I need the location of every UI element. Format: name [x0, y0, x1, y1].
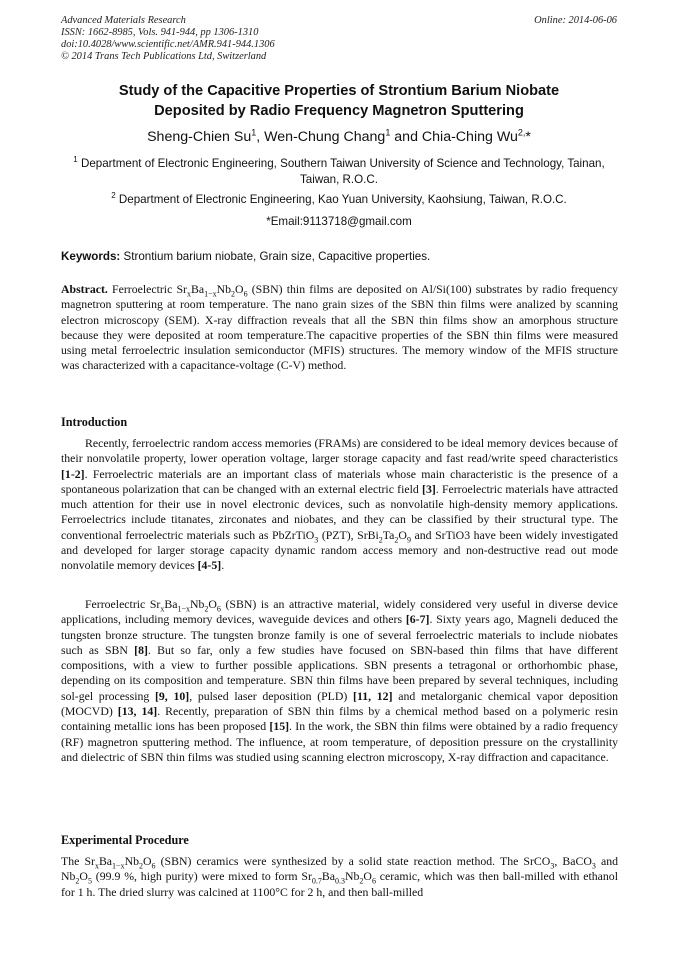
author-1: Sheng-Chien Su: [147, 129, 252, 145]
subscript: 3: [314, 535, 319, 545]
keywords-text: Strontium barium niobate, Grain size, Capacitive properties.: [120, 250, 431, 263]
subscript: 3: [550, 861, 555, 871]
subscript: 6: [216, 604, 221, 614]
body-text: O: [79, 869, 88, 884]
doi-line: doi:10.4028/www.scientific.net/AMR.941-944.1306: [61, 39, 275, 50]
affiliation-1-text: Department of Electronic Engineering, Southern Taiwan University of Science and Technology, Tainan, Taiwan, R.O.C.: [77, 157, 605, 186]
subscript: 6: [243, 289, 248, 299]
journal-name: Advanced Materials Research: [61, 15, 186, 26]
subscript: 0.3: [334, 876, 345, 886]
issn-line: ISSN: 1662-8985, Vols. 941-944, pp 1306-1310: [61, 27, 259, 38]
subscript: 2: [204, 604, 209, 614]
body-text: O: [398, 527, 407, 542]
body-text: . Ferroelectric materials have attracted much attention for their use in novel electronic devices, such as nonvolatile high-density memory applications. Ferroelectrics include titanates, zirconates and niobates, and they can be classified by their structural type. The conventional ferroelectric materials such as PbZrTiO: [61, 481, 618, 542]
author-3: Chia-Ching Wu: [421, 129, 518, 145]
citation: [11, 12]: [353, 688, 393, 703]
subscript: 1−x: [204, 289, 217, 299]
affiliation-1-number: 1: [73, 155, 78, 165]
subscript: 2: [359, 876, 364, 886]
body-text: and SrTiO3 have been widely investigated and developed for larger storage capacity dynamic random access memory and non-destructive read out mode nonvolatile memory devices: [61, 527, 618, 573]
subscript: 9: [406, 535, 411, 545]
body-text: Nb: [189, 597, 205, 611]
citation: [6-7]: [405, 612, 430, 627]
body-text: .: [221, 558, 225, 573]
abstract-text: O: [235, 282, 244, 296]
affiliation-2-text: Department of Electronic Engineering, Kao Yuan University, Kaohsiung, Taiwan, R.O.C.: [115, 193, 567, 206]
author-separator: and: [390, 129, 422, 145]
subscript: x: [94, 861, 99, 871]
subscript: 2: [75, 876, 80, 886]
body-text: and Nb: [61, 854, 618, 884]
body-text: (PZT), SrBi: [318, 527, 379, 542]
body-text: Ba: [321, 869, 335, 884]
title-line-1: Study of the Capacitive Properties of Strontium Barium Niobate: [118, 83, 560, 99]
subscript: 1−x: [177, 604, 190, 614]
experimental-heading: Experimental Procedure: [61, 833, 189, 847]
subscript: 2: [231, 289, 236, 299]
keywords-label: Keywords:: [61, 250, 121, 263]
subscript: 0.7: [311, 876, 322, 886]
abstract-paragraph: [61, 282, 618, 374]
abstract-text: Ba: [190, 282, 205, 296]
abstract-text: (SBN) thin films are deposited on Al/Si(100) substrates by radio frequency magnetron sputtering at room temperature. The nano grain sizes of the SBN thin films were analized by scanning electron microscopy (SEM). X-ray diffraction reveals that all the SBN thin films show an amorphous structure because they were deposited at room temperature.The capacitive properties of the SBN thin films were measured using metal ferroelectric insulation semiconductor (MFIS) structures. The memory window of the MFIS structure was characterized with a capacitance-voltage (C-V) method.: [61, 282, 618, 373]
citation: [4-5]: [197, 558, 222, 573]
corresponding-email: *Email:9113718@gmail.com: [266, 215, 412, 228]
subscript: 2: [394, 535, 399, 545]
citation: [3]: [422, 481, 436, 496]
body-text: (SBN) ceramics were synthesized by a solid state reaction method. The SrCO: [155, 854, 551, 868]
body-text: . Ferroelectric materials are an important class of materials whose main characteristic is the presence of a spontaneous polarization that can be changed with an external electric field: [61, 466, 618, 496]
online-date: Online: 2014-06-06: [534, 15, 617, 26]
keywords: [61, 249, 617, 264]
body-text: The Sr: [61, 854, 95, 868]
author-list: [40, 128, 638, 146]
affiliation-2-number: 2: [111, 191, 116, 201]
author-2-affil: 1: [385, 127, 391, 138]
copyright-line: © 2014 Trans Tech Publications Ltd, Switzerland: [61, 51, 267, 62]
author-2: Wen-Chung Chang: [264, 129, 386, 145]
author-1-affil: 1: [251, 127, 257, 138]
abstract-text: Ferroelectric Sr: [107, 282, 187, 296]
title-line-2: Deposited by Radio Frequency Magnetron Sputtering: [154, 103, 524, 119]
introduction-heading: Introduction: [61, 415, 128, 429]
subscript: x: [186, 289, 191, 299]
subscript: 6: [151, 861, 156, 871]
body-text: Recently, ferroelectric random access memories (FRAMs) are considered to be ideal memory devices because of their nonvolatile property, lower operation voltage, larger storage capacity and fast read/write speed characteristics: [61, 436, 618, 466]
affiliation-2: [60, 192, 618, 208]
abstract-text: Nb: [216, 282, 232, 296]
citation: [9, 10]: [154, 688, 190, 703]
body-text: O: [208, 597, 217, 611]
body-text: (SBN) is an attractive material, widely considered very useful in diverse device applications, including memory devices, waveguide devices and others: [61, 597, 619, 627]
body-text: O: [363, 869, 372, 884]
body-text: ceramic, which was then ball-milled with ethanol for 1 h. The dried slurry was calcined at 1100°C for 2 h, and then ball-milled: [61, 869, 618, 899]
body-text: , pulsed laser deposition (PLD): [189, 688, 354, 703]
citation: [15]: [269, 719, 290, 734]
body-text: Ferroelectric Sr: [85, 597, 161, 611]
subscript: 6: [371, 876, 376, 886]
body-text: . But so far, only a few studies have focused on SBN-based thin films that have different compositions, with a view to further possible applications. SBN presents a tetragonal or orthorhombic phase, depending on its composition and temperature. SBN thin films have been prepared by several techniques, including sol-gel processing: [61, 642, 618, 703]
citation: [13, 14]: [117, 704, 158, 719]
body-text: Ba: [98, 854, 113, 868]
body-text: O: [142, 854, 152, 868]
body-text: Nb: [344, 869, 360, 884]
affiliation-1: [60, 156, 618, 188]
introduction-paragraph-2: [61, 597, 618, 765]
corresponding-star: *: [525, 129, 531, 145]
introduction-paragraph-1: [61, 436, 618, 574]
author-3-affil: 2,: [517, 127, 526, 138]
body-text: , BaCO: [554, 854, 592, 868]
subscript: 2: [378, 535, 383, 545]
citation: [1-2]: [61, 466, 85, 481]
experimental-paragraph-1: [61, 854, 618, 900]
subscript: 3: [591, 861, 596, 871]
abstract-label: Abstract.: [61, 282, 108, 296]
body-text: Ba: [164, 597, 178, 611]
body-text: Ta: [382, 527, 395, 542]
citation: [8]: [134, 642, 148, 657]
journal-header: [61, 15, 617, 63]
body-text: . Sixty years ago, Magneli deduced the tungsten bronze structure. The tungsten bronze family is one of several ferroelectric materials to include niobates such as SBN: [61, 612, 618, 657]
paper-title: [40, 81, 638, 121]
body-text: Nb: [124, 854, 139, 868]
subscript: x: [160, 604, 165, 614]
body-text: (99.9 %, high purity) were mixed to form Sr: [91, 869, 312, 884]
subscript: 2: [138, 861, 143, 871]
subscript: 1−x: [112, 861, 125, 871]
author-separator: ,: [256, 129, 265, 145]
body-text: . In the work, the SBN thin films were obtained by a radio frequency (RF) magnetron sputtering method. The influence, at room temperature, of deposition pressure on the crystallinity and dielectric of SBN thin films was studied using scanning electron microscopy, X-ray diffraction and capacitance.: [61, 719, 619, 764]
subscript: 5: [87, 876, 92, 886]
body-text: . Recently, preparation of SBN thin films by a chemical method based on a polymeric resin containing metallic ions has been proposed: [61, 704, 618, 734]
body-text: and metalorganic chemical vapor deposition (MOCVD): [61, 688, 619, 719]
